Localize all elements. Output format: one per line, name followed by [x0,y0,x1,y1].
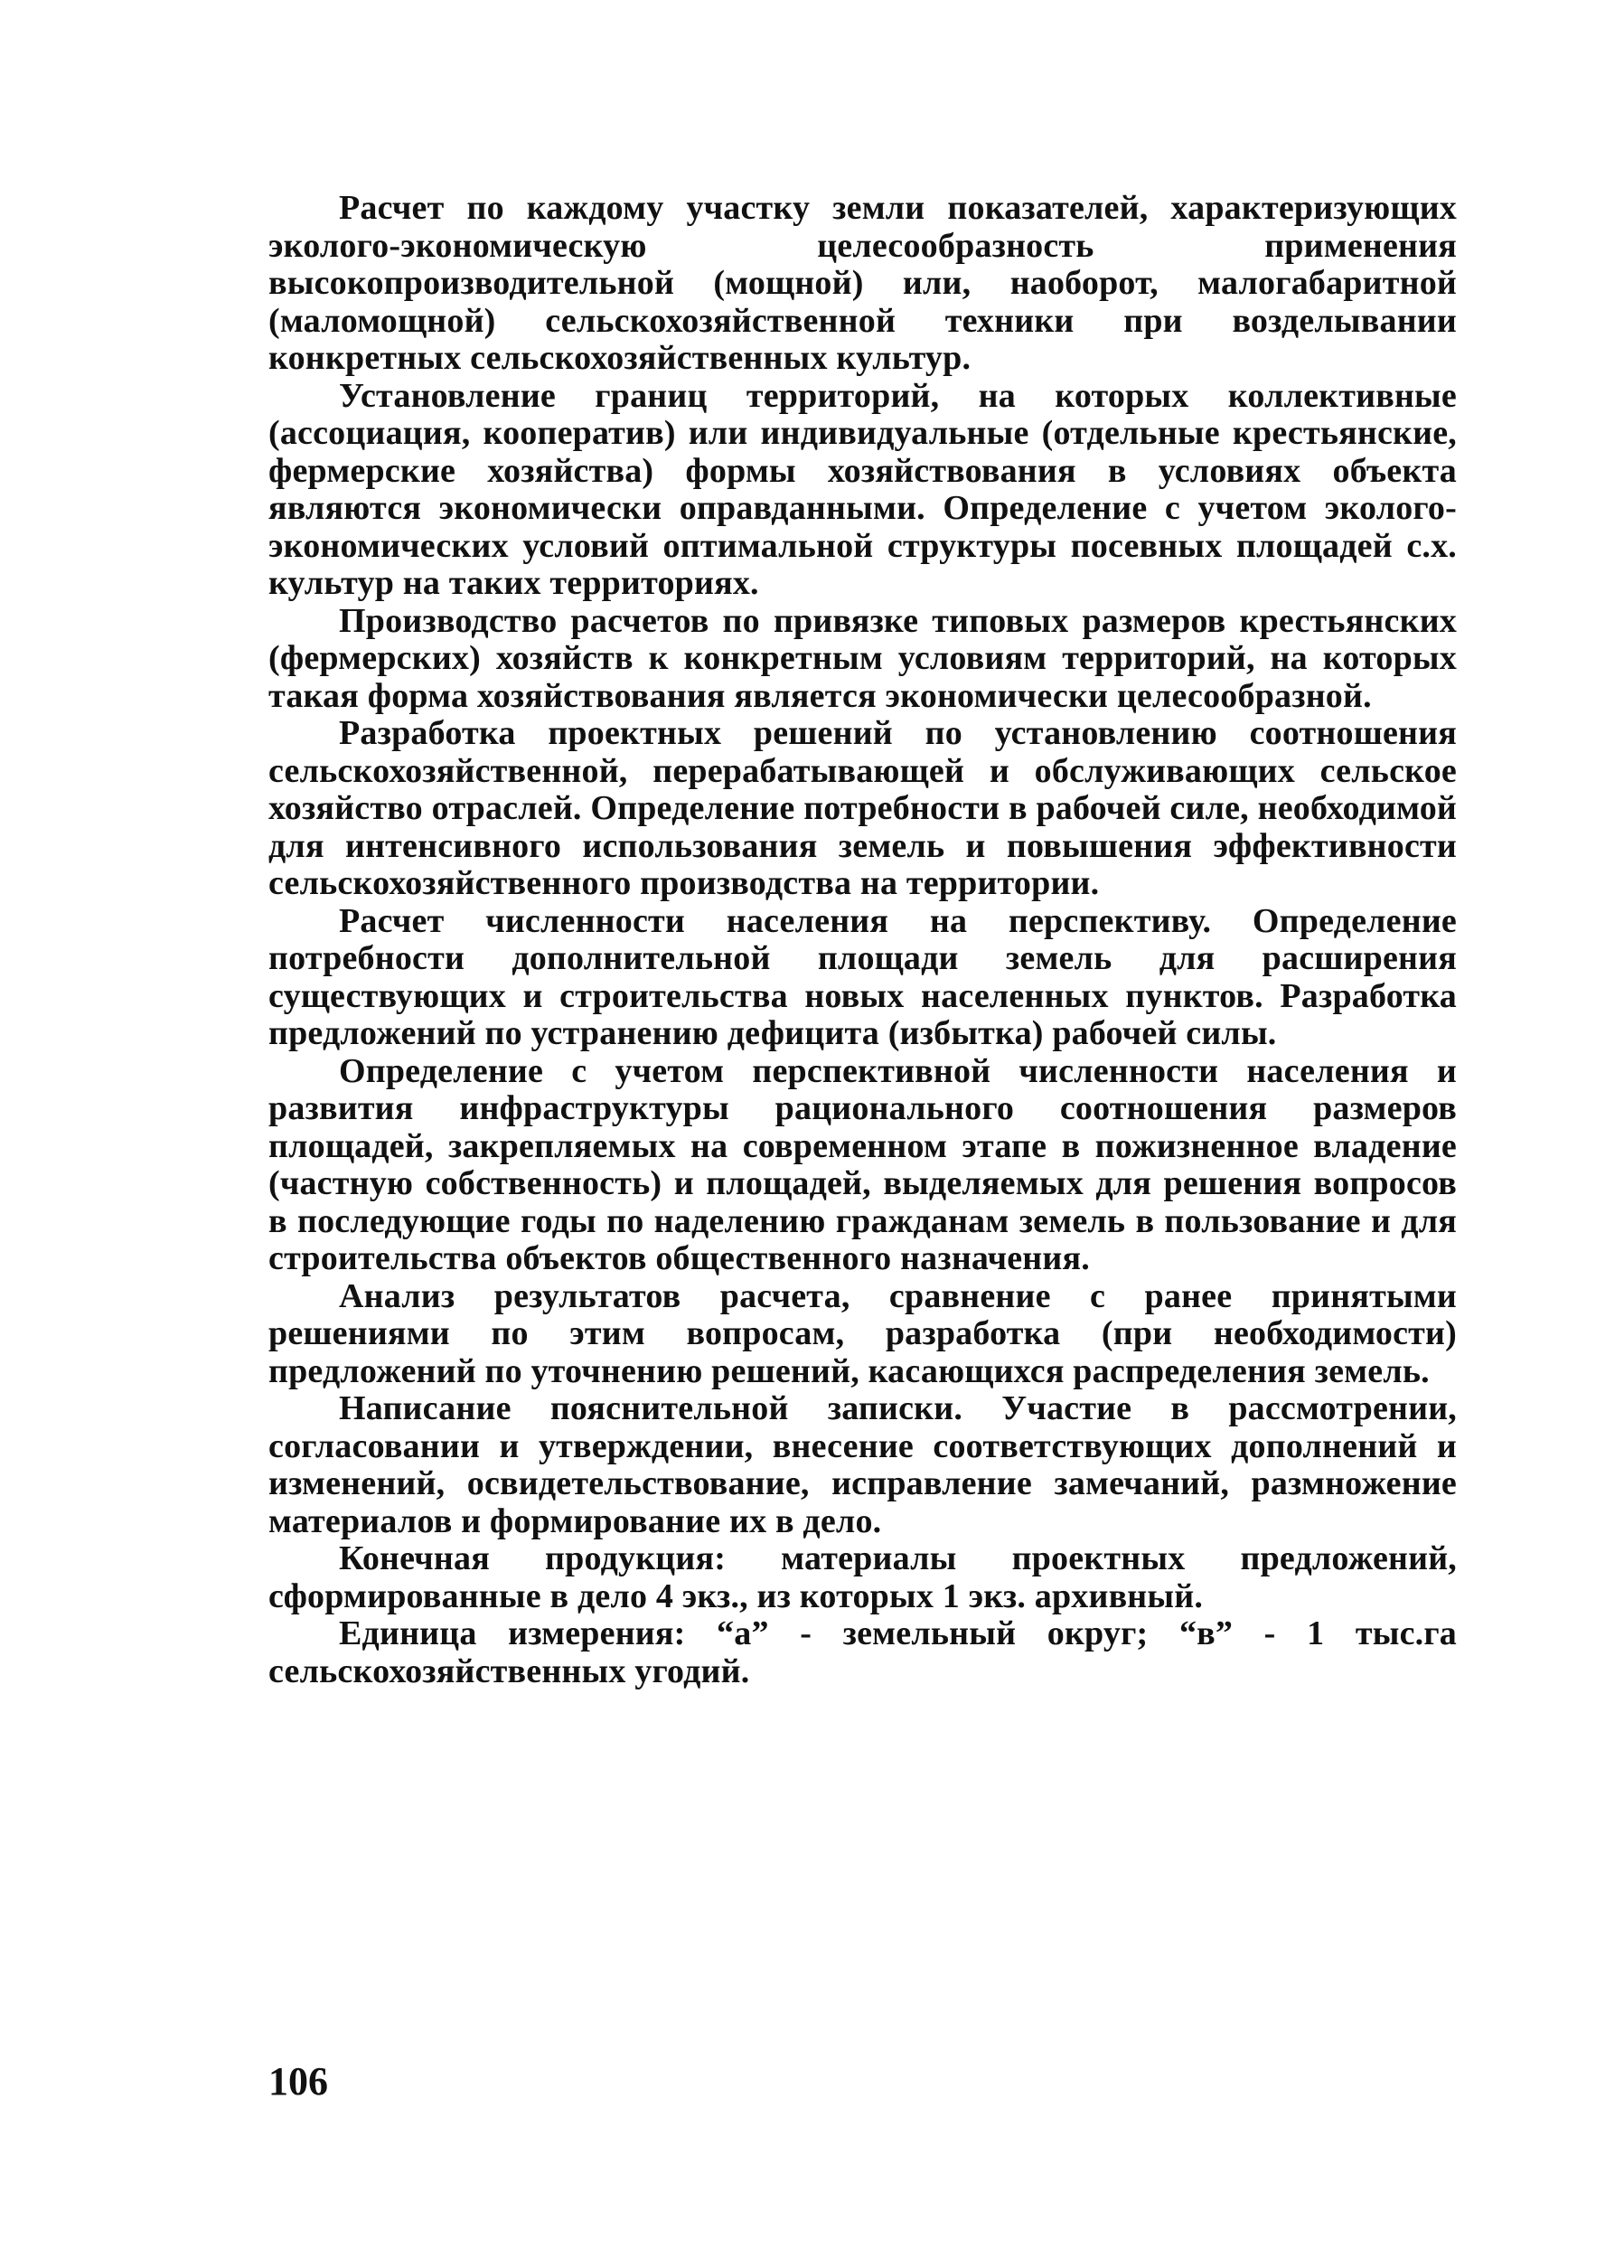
paragraph-calculation-indicators: Расчет по каждому участку земли показателей, характеризующих эколого-экономическую целесообразность применения высокопроизводительной (мощной) или, наоборот, малогабаритной (маломощной) сельскохозяйственной техники при возделывании конкретных сельскохозяйственных культур. [268,189,1457,377]
paragraph-area-ratio: Определение с учетом перспективной численности населения и развития инфраструктуры рационального соотношения размеров площадей, закрепляемых на современном этапе в пожизненное владение (частную собственность) и площадей, выделяемых для решения вопросов в последующие годы по наделению гражданам земель в пользование и для строительства объектов общественного назначения. [268,1051,1457,1277]
paragraph-farm-size-calculations: Производство расчетов по привязке типовых размеров крестьянских (фермерских) хозяйств к конкретным условиям территорий, на которых такая форма хозяйствования является экономически целесообразной. [268,601,1457,715]
paragraph-explanatory-note: Написание пояснительной записки. Участие в рассмотрении, согласовании и утверждении, внесение соответствующих дополнений и изменений, освидетельствование, исправление замечаний, размножение материалов и формирование их в дело. [268,1389,1457,1540]
paragraph-territory-boundaries: Установление границ территорий, на которых коллективные (ассоциация, кооператив) или индивидуальные (отдельные крестьянские, фермерские хозяйства) формы хозяйствования в условиях объекта являются экономически оправданными. Определение с учетом эколого-экономических условий оптимальной структуры посевных площадей с.х. культур на таких территориях. [268,376,1457,602]
body-text [268,190,1457,1690]
paragraph-final-product: Конечная продукция: материалы проектных предложений, сформированные в дело 4 экз., из которых 1 экз. архивный. [268,1539,1457,1615]
paragraph-unit-of-measure: Единица измерения: “а” - земельный округ; “в” - 1 тыс.га сельскохозяйственных угодий. [268,1614,1457,1690]
page-number: 106 [268,2059,328,2103]
paragraph-population-calculation: Расчет численности населения на перспективу. Определение потребности дополнительной площади земель для расширения существующих и строительства новых населенных пунктов. Разработка предложений по устранению дефицита (избытка) рабочей силы. [268,901,1457,1052]
paragraph-results-analysis: Анализ результатов расчета, сравнение с ранее принятыми решениями по этим вопросам, разработка (при необходимости) предложений по уточнению решений, касающихся распределения земель. [268,1276,1457,1390]
paragraph-project-solutions: Разработка проектных решений по установлению соотношения сельскохозяйственной, перерабатывающей и обслуживающих сельское хозяйство отраслей. Определение потребности в рабочей силе, необходимой для интенсивного использования земель и повышения эффективности сельскохозяйственного производства на территории. [268,714,1457,902]
